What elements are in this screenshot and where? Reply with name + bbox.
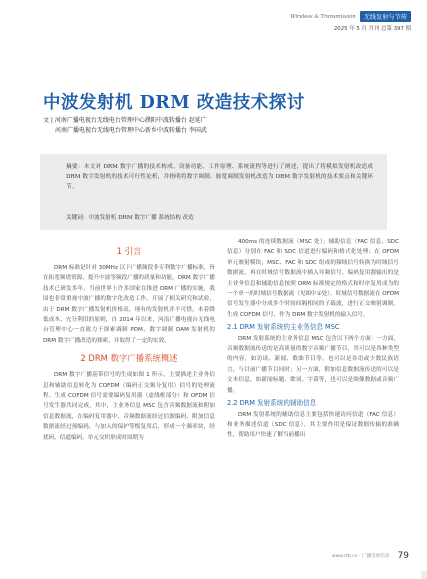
page-footer — [332, 551, 409, 561]
paragraph: DRM 发射系统的辅助信息主要包括快速访问信道（FAC 信息）和业务描述信道（SDC 信息），其主要作用是保证数据传输的准确性，帮助用户快速了解当前播出 — [227, 411, 399, 439]
abstract-text — [66, 162, 373, 192]
paragraph: DRM 标准是针对 30MHz 以下广播频段非专利数字广播标准，旨在拓宽频谱资源、提升中波等频段广播的质量和功能。DRM 数字广播技术已研发多年，当前世界上许多国家在推进 DRM 广播的实施，我国也非常重视中波广播的数字化改造工作，开展了相关研究和试验，由于 DRM 数字广播发射机价格高，现有的发射机并不可惜，本着降低成本、充分利旧的原则，自 2014 年以来，河南广播电视台无线电台管理中心一直致力于探索调制 PDM、数字调制 DAM 发射机的 DRM 数字广播改造的探索，并取得了一定的实效。 — [43, 265, 215, 344]
section-heading-overview: 2 DRM 数字广播系统概述 — [80, 353, 178, 364]
paragraph: DRM 数字广播基带信号的生成如图 1 所示，主要描述主业务信息和辅助信息转化为 COFDM（编码正交频分复用）信号的处理流程。生成 COFDM 信号需要编码复用器（虚线框部分）和 OFDM 信号发生器共同完成，其中，主业务信息 MSC 包含音频数据流和附加信息数据流，在编码复用器中，音频数据流经过信源编码、附加信息数据流经过预编码，与加入的保护等级复用后，形成一个频率块，经扰码、信道编码、单元交织形成时周期为 — [43, 372, 215, 441]
column-badge: 无线发射与节传 — [360, 11, 411, 22]
header-english-label: Wireless & Transmission — [290, 13, 356, 20]
issue-info: 2025 年 5 月 月刊 总第 397 期 — [333, 26, 411, 32]
abstract-label: 摘要： — [66, 164, 84, 170]
subsection-heading-msc: 2.1 DRM 发射系统的主业务信息 MSC — [227, 323, 340, 332]
keywords-line — [66, 213, 373, 221]
section-heading-intro: 1 引言 — [116, 246, 142, 256]
left-column — [43, 237, 215, 443]
right-column — [227, 237, 399, 441]
author-line-1: 文 | 河南广播电视台无线电台管理中心濮阳中波转播台 赵延广 — [43, 117, 207, 124]
page-number: 79 — [397, 551, 409, 561]
paragraph: DRM 发射系统的主业务信息 MSC 包含以下两个方面：一方面，音频数据流传送的是高质量的数字音频广播节目，其可以是各种类型的内容，如访谈、新闻、歌曲节目等，也可以是各语或少数民族语言，与目前广播节目同时；另一方面，附加信息数据流传送的可以是文本信息，如新闻标题、歌词、字幕等，也可以是图像数据或音频广播。 — [227, 335, 399, 394]
author-block — [43, 116, 207, 136]
paragraph: 400ms 的连续数据流（MSC 处）；辅助信息（FAC 信息、SDC 信息）分别在 FAC 和 SDC 信道进行编码和格式化处理；在 OFDM 单元映射模块，MSC、FAC 和 SDC 组成的频域信号转换为时域信号数据流，再在时域信号数据流中插入导频信号。编码复用器输出的是主业务信息和辅助信息按照 DRM 标准规定的格式和时序复用成为的一个单一的时域信号数据流（见图中①处）。时域信号数据流在 OFDM 信号发生器中分成多个时间间隔相同的子载波，进行正交映射调制，生成 COFDM 信号，作为 DRM 数字发射机的输入信号。 — [227, 239, 399, 318]
subsection-heading-aux: 2.2 DRM 发射系统的辅助信息 — [227, 399, 317, 408]
running-header — [290, 11, 411, 22]
abstract-body: 本文对 DRM 数字广播的技术构成、设备功能、工作原理、系统流程等进行了阐述，提出了将模拟发射机改造成 DRM 数字发射机的技术可行性论析，并指明将数字调制、脉宽调制发射机改造为 DRM 数字发射机的技术要点和关键环节。 — [66, 164, 373, 190]
abstract-box — [40, 154, 387, 230]
article-title: 中波发射机 DRM 改造技术探讨 — [43, 93, 305, 113]
corner-decoration — [421, 571, 427, 579]
author-line-2: 河南广播电视台无线电台管理中心新乡中波转播台 李国武 — [55, 127, 207, 134]
footer-site: www.rtb.cn · 广播电视信息 — [331, 554, 390, 559]
keywords-label: 关键词： — [66, 215, 89, 221]
keywords-body: 中波发射机 DRM 数字广播 系统结构 改造 — [88, 215, 194, 221]
